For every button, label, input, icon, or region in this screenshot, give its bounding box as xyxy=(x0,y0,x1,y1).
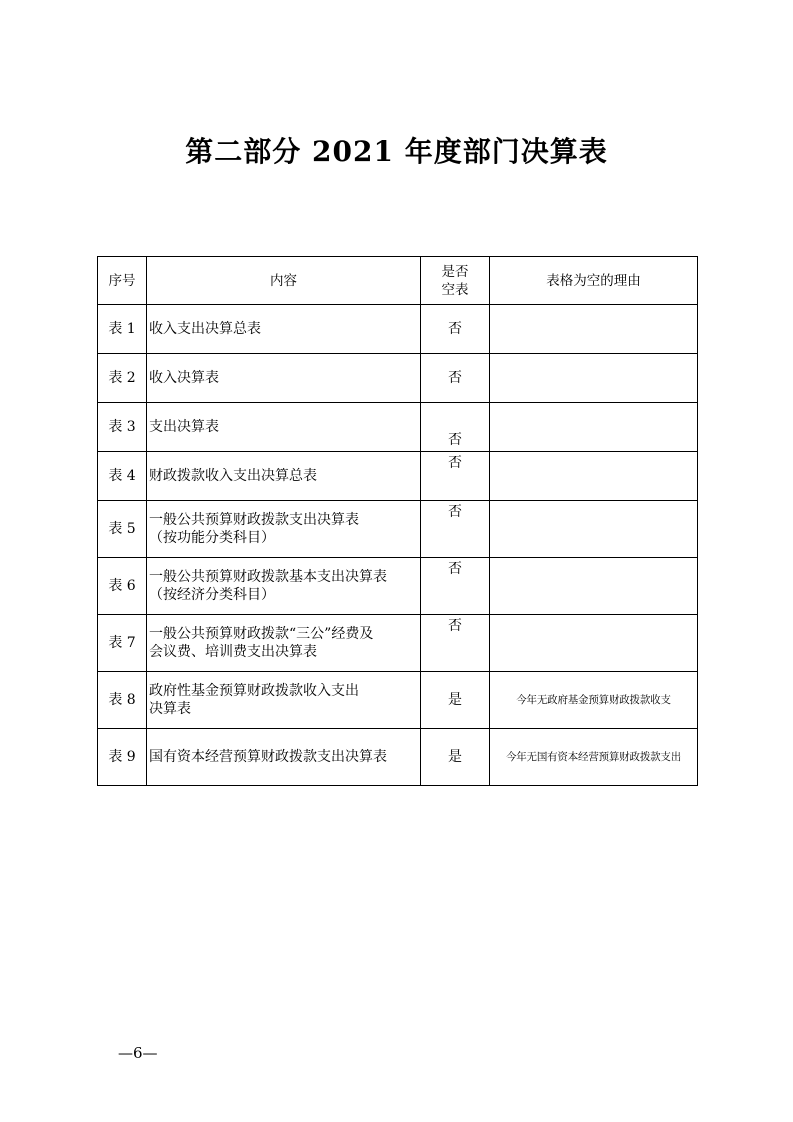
row-content xyxy=(147,558,421,615)
row-content-line2: 会议费、培训费支出决算表 xyxy=(149,644,317,660)
row-reason xyxy=(490,452,698,501)
row-content xyxy=(147,403,421,452)
row-content-line1: 一般公共预算财政拨款支出决算表 xyxy=(149,512,359,528)
row-seq: 表 1 xyxy=(98,305,147,354)
table-row xyxy=(98,354,698,403)
row-empty-flag: 是 xyxy=(421,672,490,729)
table-row xyxy=(98,501,698,558)
row-content-line2: （按经济分类科目） xyxy=(149,587,275,603)
row-empty-flag: 否 xyxy=(421,452,490,501)
table-row xyxy=(98,615,698,672)
row-empty-flag: 否 xyxy=(421,305,490,354)
row-content-line1: 一般公共预算财政拨款“三公”经费及 xyxy=(149,626,374,642)
row-content xyxy=(147,615,421,672)
row-content xyxy=(147,305,421,354)
header-empty-line1: 是否 xyxy=(441,263,469,280)
row-content-line1: 财政拨款收入支出决算总表 xyxy=(149,468,317,484)
table-row xyxy=(98,558,698,615)
row-reason xyxy=(490,615,698,672)
row-content-line1: 国有资本经营预算财政拨款支出决算表 xyxy=(149,749,387,765)
row-seq: 表 6 xyxy=(98,558,147,615)
row-content-line2: （按功能分类科目） xyxy=(149,530,275,546)
row-content-line1: 支出决算表 xyxy=(149,419,219,435)
row-seq: 表 2 xyxy=(98,354,147,403)
row-empty-flag: 是 xyxy=(421,729,490,786)
header-empty xyxy=(421,257,490,305)
row-content xyxy=(147,501,421,558)
row-seq: 表 8 xyxy=(98,672,147,729)
row-content-line1: 一般公共预算财政拨款基本支出决算表 xyxy=(149,569,387,585)
row-seq: 表 4 xyxy=(98,452,147,501)
table-row xyxy=(98,452,698,501)
row-reason xyxy=(490,558,698,615)
row-content-line1: 收入支出决算总表 xyxy=(149,321,261,337)
row-content-line1: 收入决算表 xyxy=(149,370,219,386)
row-seq: 表 7 xyxy=(98,615,147,672)
row-empty-flag: 否 xyxy=(421,558,490,615)
table-header-row xyxy=(98,257,698,305)
row-reason xyxy=(490,354,698,403)
row-empty-flag: 否 xyxy=(421,403,490,452)
header-content: 内容 xyxy=(147,257,421,305)
page-number: —6— xyxy=(118,1044,158,1062)
table-row xyxy=(98,403,698,452)
row-reason: 今年无政府基金预算财政拨款收支 xyxy=(490,672,698,729)
decision-tables-index xyxy=(97,256,698,786)
row-reason: 今年无国有资本经营预算财政拨款支出 xyxy=(490,729,698,786)
row-reason xyxy=(490,403,698,452)
header-seq: 序号 xyxy=(98,257,147,305)
header-reason: 表格为空的理由 xyxy=(490,257,698,305)
row-seq: 表 3 xyxy=(98,403,147,452)
row-reason xyxy=(490,501,698,558)
row-content xyxy=(147,452,421,501)
row-content-line2: 决算表 xyxy=(149,701,191,717)
table-row xyxy=(98,729,698,786)
row-content xyxy=(147,729,421,786)
row-empty-flag: 否 xyxy=(421,615,490,672)
table-row xyxy=(98,672,698,729)
page-title: 第二部分 2021 年度部门决算表 xyxy=(185,135,608,168)
row-seq: 表 9 xyxy=(98,729,147,786)
row-content xyxy=(147,672,421,729)
row-content xyxy=(147,354,421,403)
row-seq: 表 5 xyxy=(98,501,147,558)
row-content-line1: 政府性基金预算财政拨款收入支出 xyxy=(149,683,359,699)
row-reason xyxy=(490,305,698,354)
table-row xyxy=(98,305,698,354)
row-empty-flag: 否 xyxy=(421,354,490,403)
header-empty-line2: 空表 xyxy=(441,281,469,298)
row-empty-flag: 否 xyxy=(421,501,490,558)
